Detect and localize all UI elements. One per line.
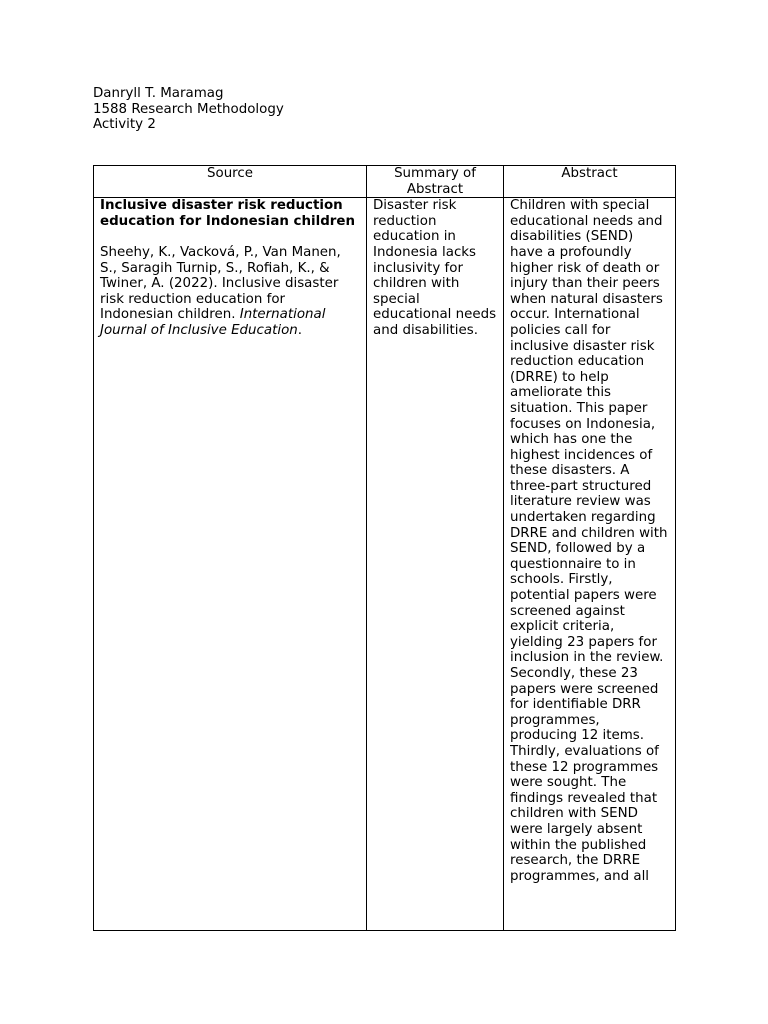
column-header-source: Source: [94, 166, 367, 198]
source-title: Inclusive disaster risk reduction education for Indonesian children: [100, 198, 356, 229]
author-name: Danryll T. Maramag: [93, 86, 224, 101]
abstract-text: Children with special educational needs and disabilities (SEND) have a profoundly higher risk of death or injury than their peers when natural disasters occur. International policies call for inclusive disaster risk reduction education (DRRE) to help ameliorate this situation. This paper focuses on Indonesia, which has one the highest incidences of these disasters. A three-part structured literature review was undertaken regarding DRRE and children with SEND, followed by a questionnaire to in schools. Firstly, potential papers were screened against explicit criteria, yielding 23 papers for inclusion in the review. Secondly, these 23 papers were screened for identifiable DRR programmes, producing 12 items. Thirdly, evaluations of these 12 programmes were sought. The findings revealed that children with SEND were largely absent within the published research, the DRRE programmes, and all: [510, 198, 668, 884]
source-citation: [100, 245, 360, 339]
table-row: [94, 198, 676, 931]
summary-text: Disaster risk reduction education in Indonesia lacks inclusivity for children with special educational needs and disabilities.: [373, 198, 497, 338]
source-cell: [94, 198, 367, 931]
citation-end: .: [297, 322, 303, 338]
abstract-cell: [504, 198, 676, 931]
column-header-abstract: Abstract: [504, 166, 676, 198]
source-table: [93, 165, 676, 931]
activity-label: Activity 2: [93, 117, 156, 133]
citation-authors: Sheehy, K., Vacková, P., Van Manen, S., Saragih Turnip, S., Rofiah, K., & Twiner, A. (2022). Inclusive disaster risk reduction education for Indonesian children.: [100, 244, 341, 323]
summary-cell: [367, 198, 504, 931]
document-header: [93, 86, 284, 133]
course-name: 1588 Research Methodology: [93, 101, 284, 117]
citation-journal: International Journal of Inclusive Education: [100, 307, 326, 338]
column-header-summary: Summary of Abstract: [367, 166, 504, 198]
table-header-row: [94, 166, 676, 198]
